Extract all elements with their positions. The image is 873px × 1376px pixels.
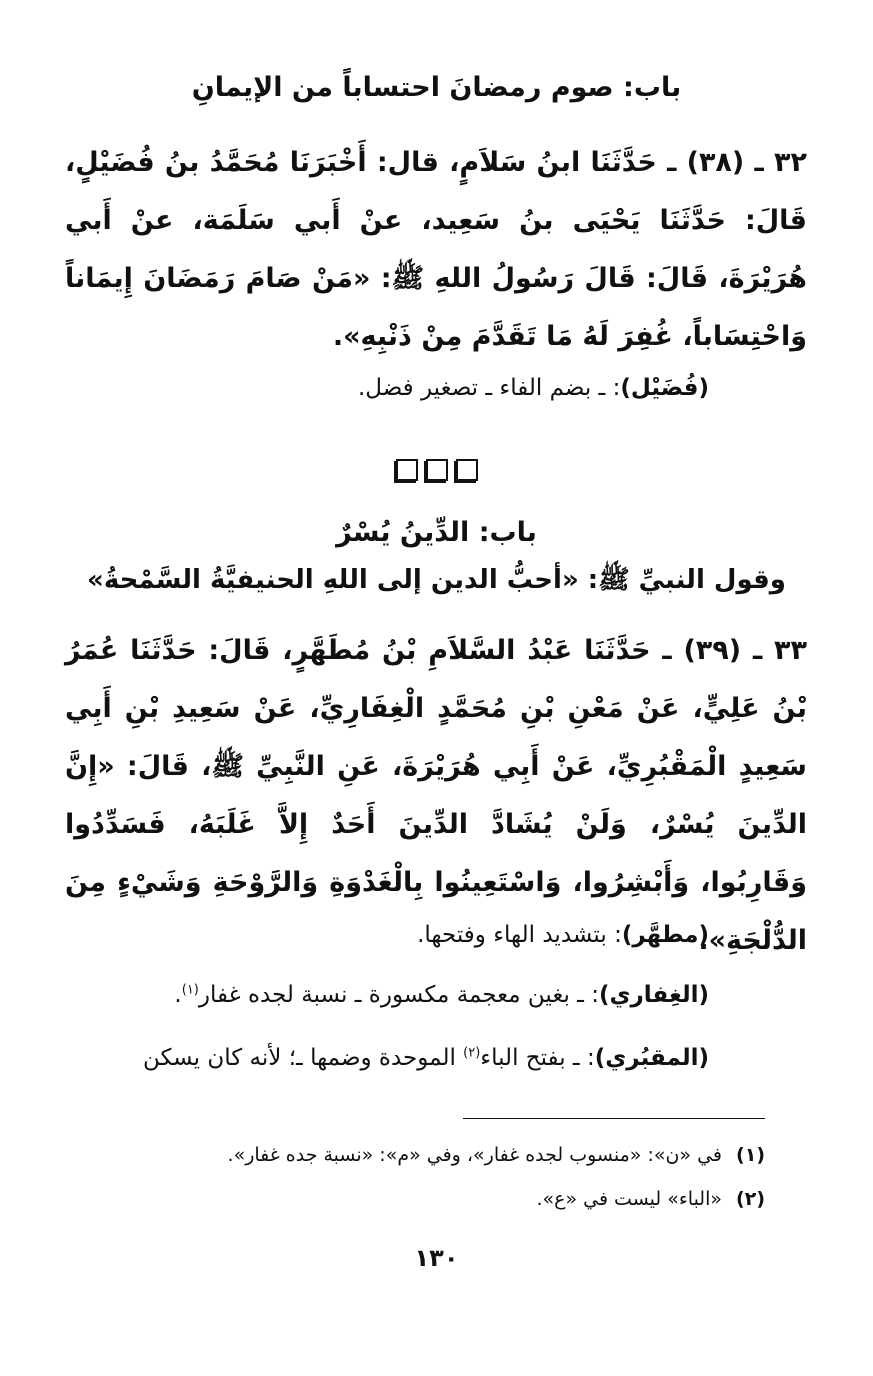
note-text-tail: . — [174, 982, 182, 1008]
chapter-heading-2 — [0, 513, 873, 553]
footnote-divider — [463, 1118, 765, 1119]
note-term: (الغِفاري) — [598, 982, 709, 1008]
separator-box-icon — [396, 459, 418, 481]
page-number: ١٣٠ — [414, 1244, 459, 1272]
separator-box-icon — [426, 459, 448, 481]
footnote-ref[interactable]: (١) — [181, 982, 199, 998]
note-text: : ـ بفتح الباء — [480, 1045, 595, 1071]
note-term: (مطهَّر) — [621, 922, 709, 948]
footnote — [536, 1184, 765, 1214]
chapter-label: باب — [633, 72, 682, 103]
hadith-paragraph-32: ٣٢ ـ (٣٨) ـ حَدَّثَنَا ابنُ سَلاَمٍ، قال: أَخْبَرَنَا مُحَمَّدُ بنُ فُضَيْلٍ، قَالَ: حَدَّثَنَا يَحْيَى بنُ سَعِيد، عنْ أَبي سَلَمَة، عنْ أَبي هُرَيْرَةَ، قَالَ: قَالَ رَسُولُ اللهِ ﷺ: «مَنْ صَامَ رَمَضَانَ إِيمَاناً وَاحْتِسَاباً، غُفِرَ لَهُ مَا تَقَدَّمَ مِنْ ذَنْبِهِ». — [65, 147, 807, 352]
chapter-heading-1 — [0, 68, 873, 108]
footnote-text: في «ن»: «منسوب لجده غفار»، وفي «م»: «نسبة جده غفار». — [227, 1144, 723, 1166]
explanatory-note — [143, 1038, 709, 1078]
footnote-ref[interactable]: (٢) — [463, 1045, 481, 1061]
separator-box-icon — [456, 459, 478, 481]
hadith-paragraph-33: ٣٣ ـ (٣٩) ـ حَدَّثَنَا عَبْدُ السَّلاَمِ بْنُ مُطَهَّرٍ، قَالَ: حَدَّثَنَا عُمَرُ بْنُ عَلِيٍّ، عَنْ مَعْنِ بْنِ مُحَمَّدٍ الْغِفَارِيِّ، عَنْ سَعِيدِ بْنِ أَبِي سَعِيدٍ الْمَقْبُرِيِّ، عَنْ أَبِي هُرَيْرَةَ، عَنِ النَّبِيِّ ﷺ، قَالَ: «إِنَّ الدِّينَ يُسْرٌ، وَلَنْ يُشَادَّ الدِّينَ أَحَدٌ إِلاَّ غَلَبَهُ، فَسَدِّدُوا وَقَارِبُوا، وَأَبْشِرُوا، وَاسْتَعِينُوا بِالْغَدْوَةِ وَالرَّوْحَةِ وَشَيْءٍ مِنَ الدُّلْجَةِ». — [65, 635, 807, 956]
explanatory-note — [358, 368, 709, 408]
section-separator — [0, 455, 873, 485]
footnote-number: (١) — [736, 1144, 765, 1166]
explanatory-note — [174, 975, 709, 1015]
chapter-label: باب — [489, 517, 537, 548]
footnote-number: (٢) — [736, 1188, 765, 1210]
footnote — [228, 1140, 765, 1170]
chapter-subtitle: وقول النبيِّ ﷺ: «أحبُّ الدين إلى اللهِ الحنيفيَّةُ السَّمْحةُ» — [87, 565, 786, 595]
note-text: : بتشديد الهاء وفتحها. — [417, 922, 622, 948]
chapter-title: : صوم رمضانَ احتساباً من الإيمانِ — [191, 72, 634, 103]
note-term: (فُضَيْل) — [620, 375, 709, 401]
footnote-text: «الباء» ليست في «ع». — [536, 1188, 723, 1210]
note-text: : ـ بضم الفاء ـ تصغير فضل. — [357, 375, 621, 401]
note-text-tail: الموحدة وضمها ـ؛ لأنه كان يسكن — [142, 1045, 464, 1071]
chapter-title: : الدِّينُ يُسْرٌ — [336, 517, 490, 548]
note-text: : ـ بغين معجمة مكسورة ـ نسبة لجده غفار — [198, 982, 599, 1008]
note-term: (المقبُري) — [594, 1045, 709, 1071]
explanatory-note — [417, 915, 709, 955]
